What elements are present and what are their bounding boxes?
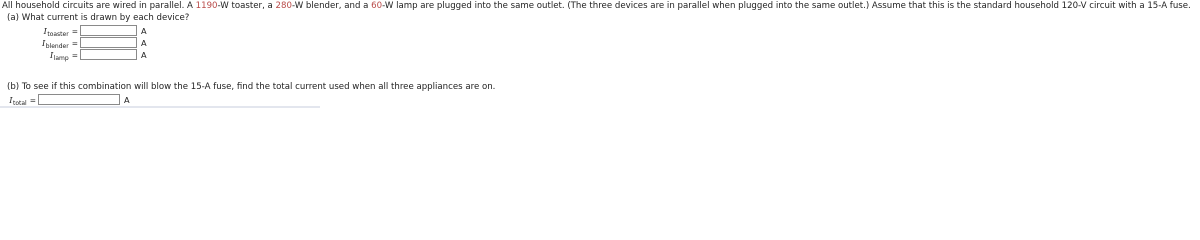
blender-current-label (0, 38, 80, 48)
problem-statement (2, 1, 1198, 12)
current-symbol: I (49, 49, 54, 60)
part-a-question: (a) What current is drawn by each device? (7, 13, 190, 23)
toaster-subscript: toaster (47, 30, 69, 38)
equals-sign: = (71, 38, 78, 48)
toaster-unit: A (141, 25, 147, 36)
blender-power-value: 280 (275, 1, 292, 11)
answer-row-lamp (0, 49, 147, 60)
lamp-subscript: lamp (53, 54, 69, 62)
toaster-current-label (0, 26, 80, 36)
blender-current-input[interactable] (80, 37, 137, 48)
answer-row-blender (0, 37, 147, 48)
current-symbol: I (43, 25, 47, 36)
bottom-divider (0, 106, 320, 108)
total-subscript: total (12, 99, 27, 107)
total-unit: A (124, 94, 130, 105)
answer-row-total (0, 94, 130, 105)
part-b-question: (b) To see if this combination will blow the 15-A fuse, find the total current used when all three appliances are on. (7, 82, 496, 92)
answer-row-toaster (0, 25, 147, 36)
problem-text-part3: -W blender, and a (291, 1, 372, 11)
total-current-input[interactable] (38, 94, 120, 105)
blender-subscript: blender (45, 42, 69, 50)
problem-text-part2: -W toaster, a (217, 1, 276, 11)
equals-sign: = (71, 26, 78, 36)
current-symbol: I (42, 37, 46, 48)
problem-text-part1: All household circuits are wired in parallel. A (2, 1, 196, 11)
equals-sign: = (71, 50, 78, 60)
blender-unit: A (141, 37, 147, 48)
toaster-power-value: 1190 (195, 1, 218, 11)
problem-text-part4: -W lamp are plugged into the same outlet. (The three devices are in parallel when plugged into the same outlet.) Assume that this is the standard household 120-V circuit with a 15-A fuse. (382, 1, 1191, 11)
lamp-unit: A (141, 49, 147, 60)
equals-sign: = (29, 95, 36, 105)
toaster-current-input[interactable] (80, 25, 137, 36)
lamp-power-value: 60 (371, 1, 383, 11)
current-symbol: I (9, 94, 13, 105)
total-current-label (0, 95, 38, 105)
lamp-current-input[interactable] (80, 49, 137, 60)
lamp-current-label (0, 50, 80, 60)
